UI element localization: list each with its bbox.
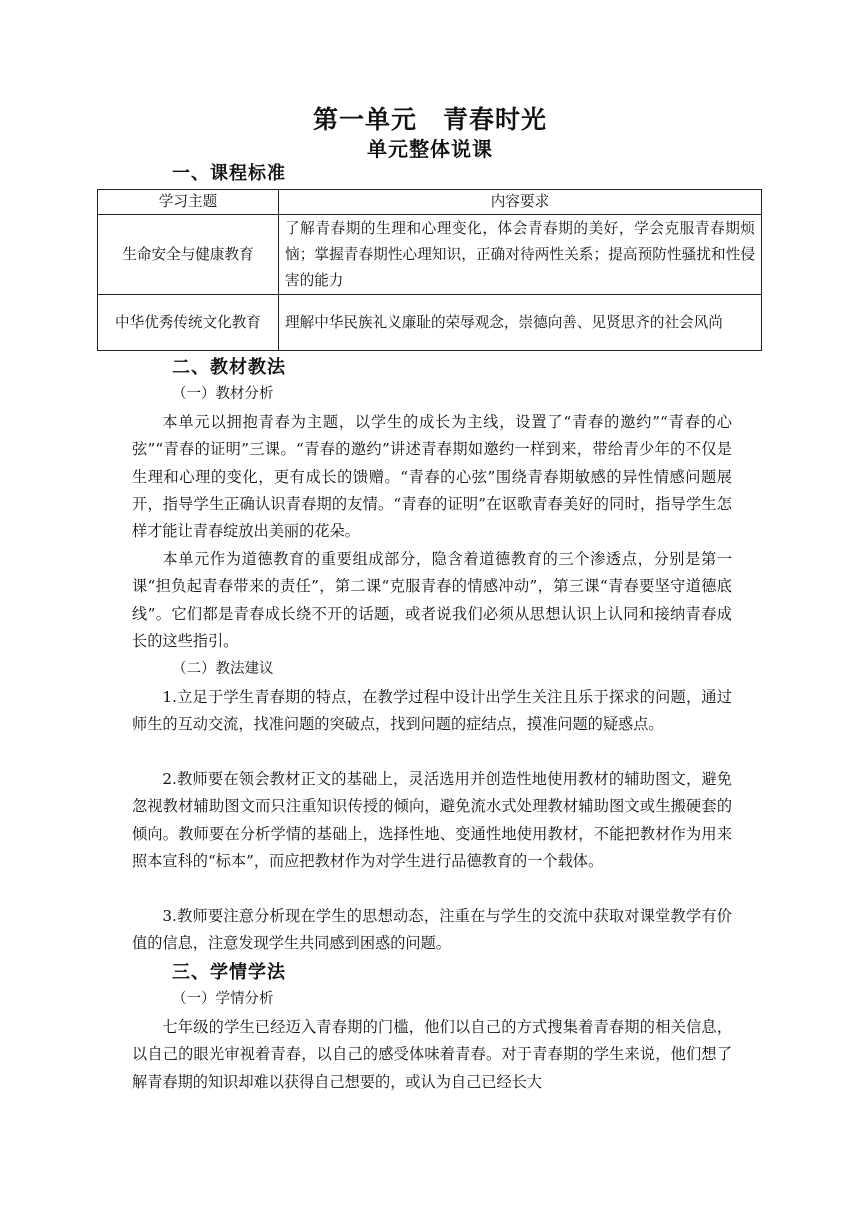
- section-heading-textbook: 二、教材教法: [172, 357, 286, 378]
- paragraph-textbook-1: 本单元以拥抱青春为主题，以学生的成长为主线，设置了“青春的邀约”“青春的心弦”“青春的证明”三课。“青春的邀约”讲述青春期如邀约一样到来，带给青少年的不仅是生理和心理的变化，更有成长的馈赠。“青春的心弦”围绕青春期敏感的异性情感问题展开，指导学生正确认识青春期的友情。“青春的证明”在讴歌青春美好的同时，指导学生怎样才能让青春绽放出美丽的花朵。: [132, 413, 732, 541]
- paragraph-textbook-2: 本单元作为道德教育的重要组成部分，隐含着道德教育的三个渗透点，分别是第一课“担负起青春带来的责任”，第二课“克服青春的情感冲动”，第三课“青春要坚守道德底线”。它们都是青春成长绕不开的话题，或者说我们必须从思想认识上认同和接纳青春成长的这些指引。: [132, 550, 732, 650]
- table-cell-content: 理解中华民族礼义廉耻的荣辱观念，崇德向善、见贤思齐的社会风尚: [279, 295, 762, 351]
- subheading-teaching-advice: （二）教法建议: [172, 661, 274, 677]
- table-cell-topic: 中华优秀传统文化教育: [98, 295, 279, 351]
- section-heading-curriculum: 一、课程标准: [172, 163, 286, 184]
- table-cell-topic: 生命安全与健康教育: [98, 215, 279, 295]
- table-row: [98, 215, 762, 295]
- table-cell-content: 了解青春期的生理和心理变化，体会青春期的美好，学会克服青春期烦恼；掌握青春期性心理知识，正确对待两性关系；提高预防性骚扰和性侵害的能力: [279, 215, 762, 295]
- unit-subtitle: 单元整体说课: [367, 137, 493, 161]
- paragraph-advice-1: 1.立足于学生青春期的特点，在教学过程中设计出学生关注且乐于探求的问题，通过师生的互动交流，找准问题的突破点，找到问题的症结点，摸准问题的疑惑点。: [132, 688, 732, 734]
- section-heading-learning: 三、学情学法: [172, 962, 286, 983]
- table-row: [98, 295, 762, 351]
- table-header-content: 内容要求: [279, 190, 762, 215]
- paragraph-advice-3: 3.教师要注意分析现在学生的思想动态，注重在与学生的交流中获取对课堂教学有价值的信息，注意发现学生共同感到困惑的问题。: [132, 907, 732, 953]
- subheading-student-analysis: （一）学情分析: [172, 991, 274, 1007]
- paragraph-student-1: 七年级的学生已经迈入青春期的门槛，他们以自己的方式搜集着青春期的相关信息，以自己的眼光审视着青春，以自己的感受体味着青春。对于青春期的学生来说，他们想了解青春期的知识却难以获得自己想要的，或认为自己已经长大: [132, 1018, 732, 1091]
- table-header-topic: 学习主题: [98, 190, 279, 215]
- table-header-row: [98, 190, 762, 215]
- curriculum-table: [97, 189, 762, 351]
- unit-title: 第一单元 青春时光: [312, 105, 547, 134]
- subheading-textbook-analysis: （一）教材分析: [172, 386, 274, 402]
- paragraph-advice-2: 2.教师要在领会教材正文的基础上，灵活选用并创造性地使用教材的辅助图文，避免忽视教材辅助图文而只注重知识传授的倾向，避免流水式处理教材辅助图文或生搬硬套的倾向。教师要在分析学情的基础上，选择性地、变通性地使用教材，不能把教材作为用来照本宣科的“标本”，而应把教材作为对学生进行品德教育的一个载体。: [132, 770, 732, 870]
